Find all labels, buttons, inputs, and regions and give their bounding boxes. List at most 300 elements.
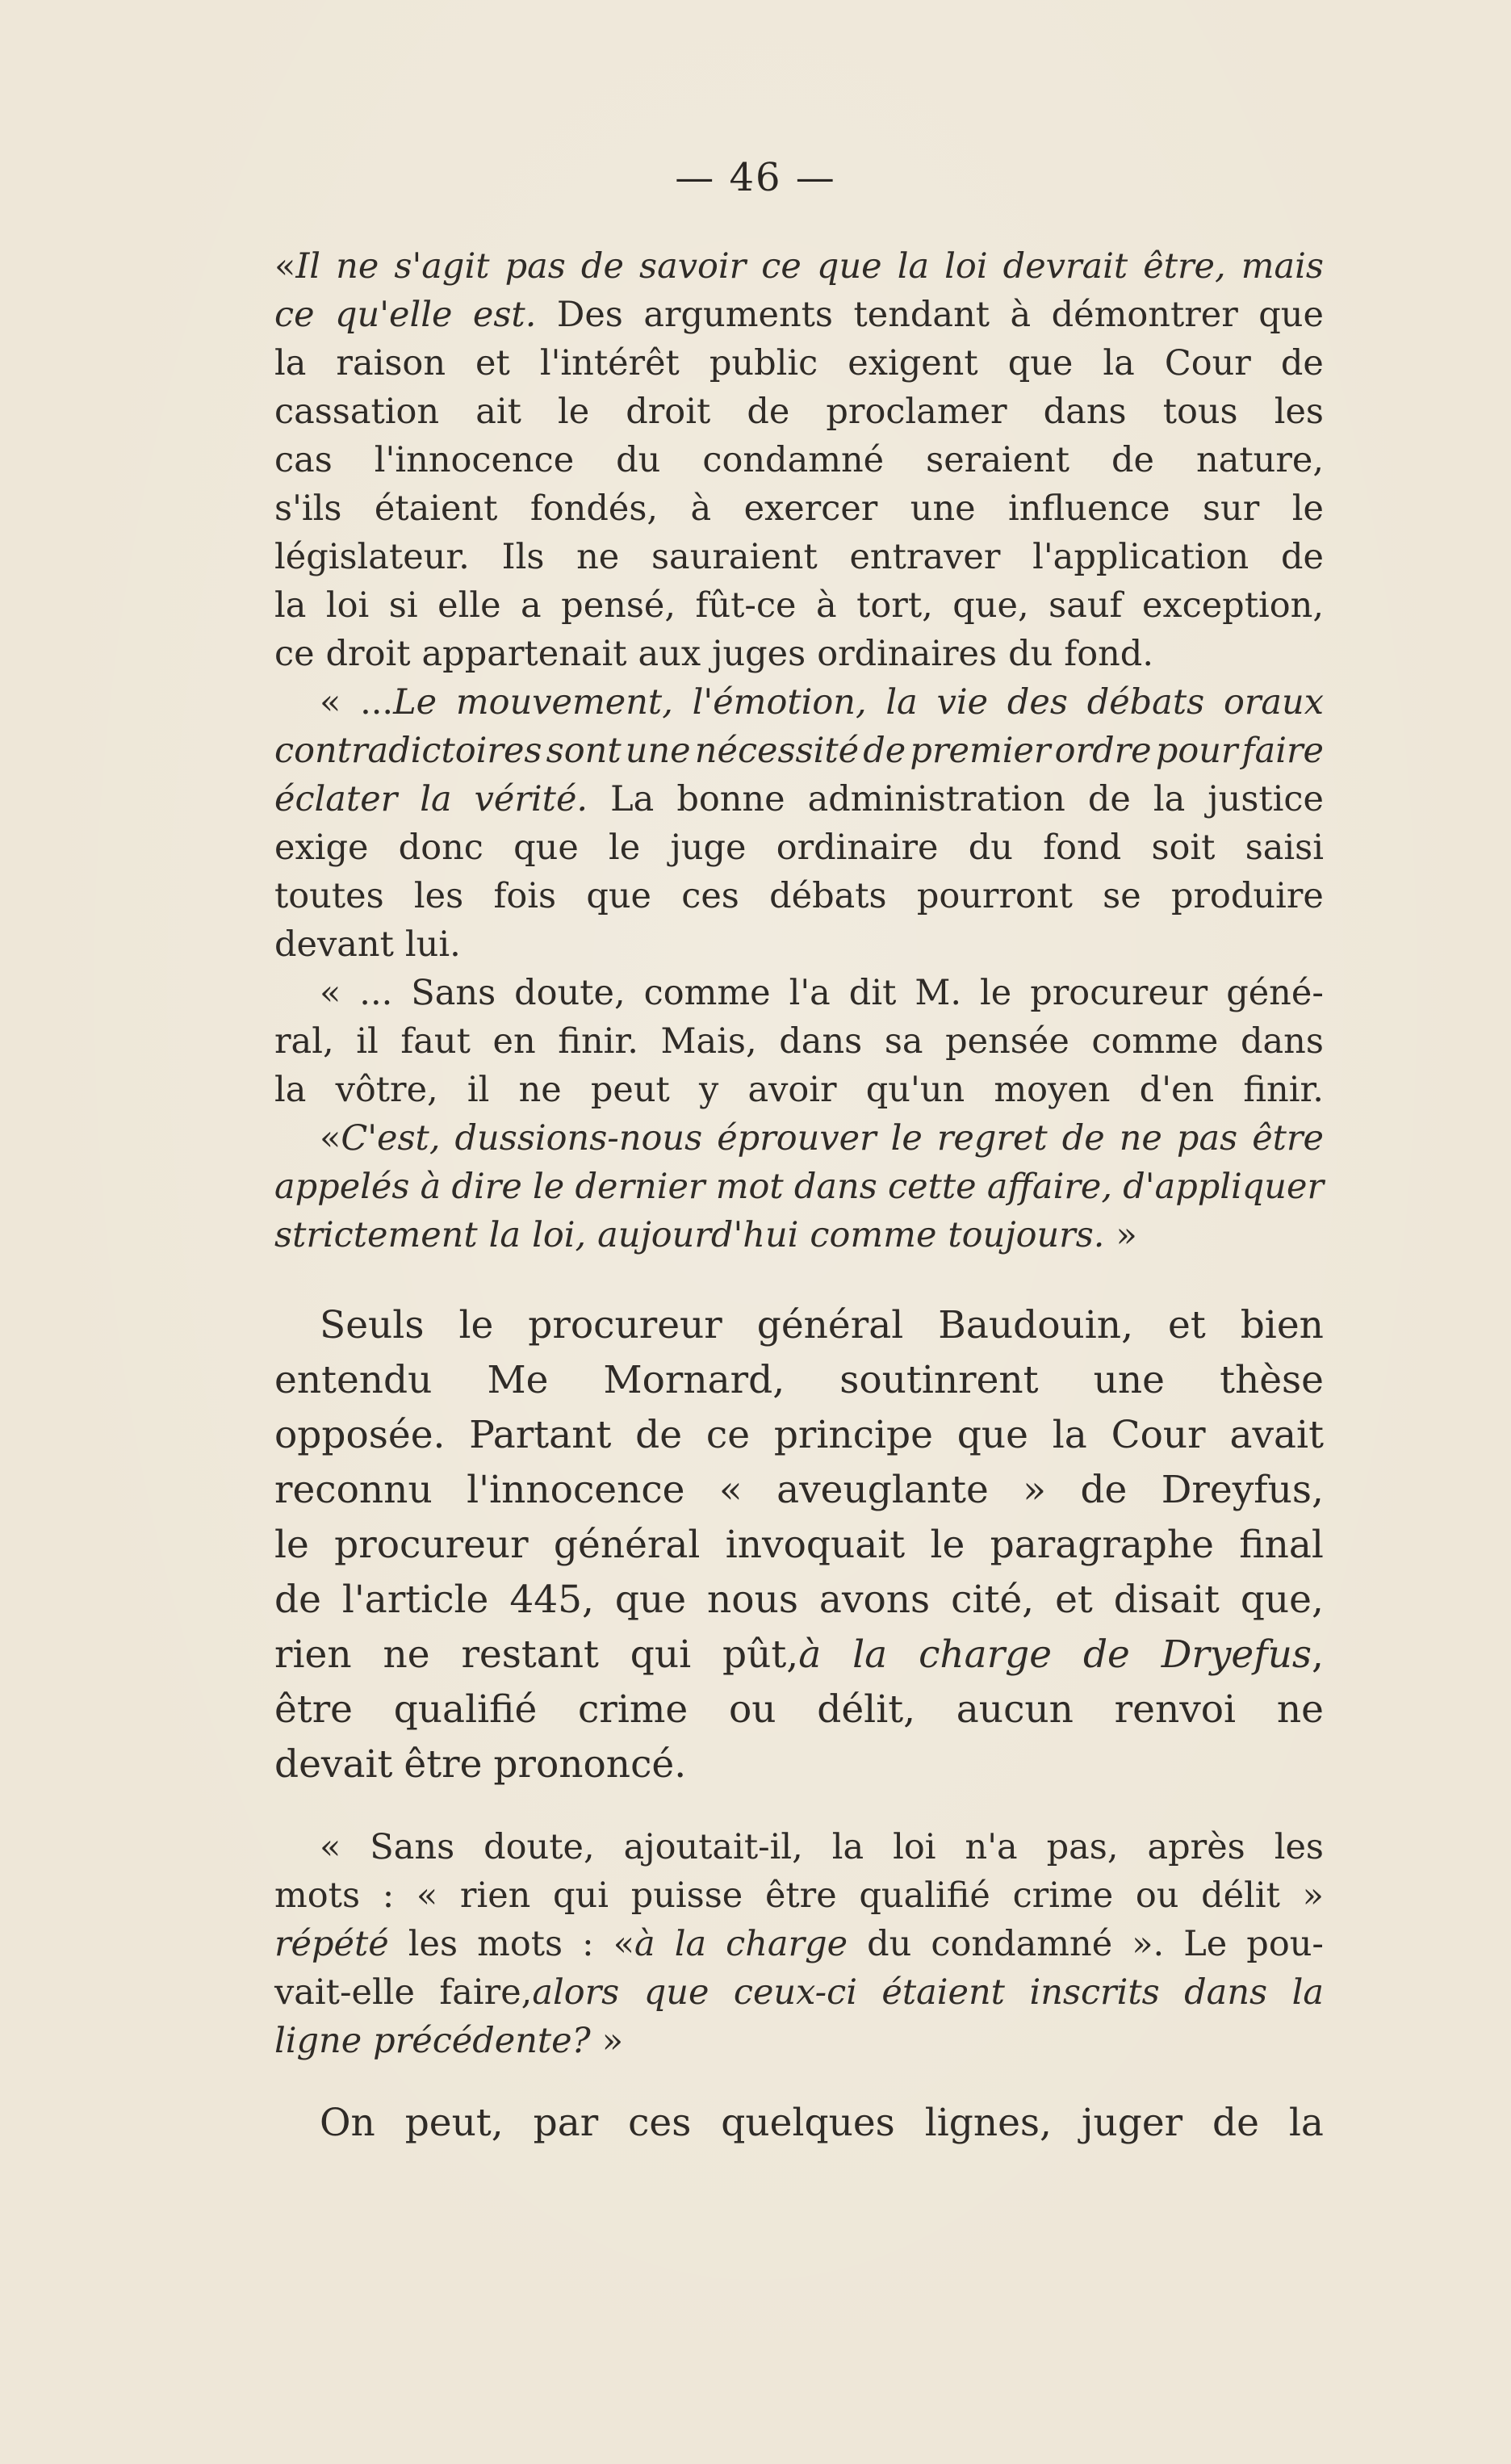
word [1241, 1573, 1324, 1628]
roman-text: fondés, [529, 488, 659, 529]
word [320, 969, 341, 1017]
roman-text: produire [1170, 876, 1324, 916]
word [817, 242, 882, 291]
roman-text: La [610, 779, 655, 819]
italic-text: devrait [1002, 246, 1128, 287]
word [394, 1682, 538, 1737]
word [613, 1920, 655, 1968]
italic-text: charge [919, 1632, 1053, 1677]
word [789, 969, 831, 1017]
roman-text: dans [779, 1021, 863, 1062]
italic-text: dans [793, 1167, 877, 1207]
roman-text: rien [274, 1632, 352, 1677]
word [383, 1871, 395, 1920]
word [856, 581, 933, 630]
roman-text: ral, [274, 1021, 334, 1062]
italic-text: mouvement, [455, 682, 673, 723]
word [693, 678, 867, 727]
italic-text: savoir [639, 246, 747, 287]
roman-text: puisse [630, 1875, 743, 1916]
italic-text: Le [393, 682, 437, 723]
word [591, 1066, 670, 1114]
text-line [274, 727, 1324, 775]
roman-text: de [1280, 343, 1324, 383]
word [747, 388, 789, 436]
roman-text: Le [1183, 1924, 1228, 1964]
roman-text: de [1280, 537, 1324, 577]
italic-text: loi [944, 246, 988, 287]
roman-text: et [1055, 1578, 1093, 1622]
word [489, 1211, 521, 1259]
word [1277, 1682, 1324, 1737]
roman-text: Des [556, 295, 623, 335]
word [1111, 436, 1154, 484]
word [726, 1920, 848, 1968]
roman-text: tous [1162, 392, 1238, 432]
word [274, 2017, 362, 2065]
word [554, 1518, 701, 1573]
word [1029, 1968, 1159, 2017]
roman-text: Partant [469, 1413, 612, 1457]
roman-text: qualifié [393, 1687, 538, 1732]
word [734, 1968, 857, 2017]
roman-text: , [1312, 1632, 1324, 1677]
roman-text: comme [643, 973, 771, 1013]
italic-text: être, [1143, 246, 1226, 287]
word [452, 1163, 522, 1211]
word [1062, 1114, 1105, 1163]
roman-text: final [1239, 1523, 1324, 1567]
word [1103, 872, 1141, 920]
roman-text: la [1153, 779, 1186, 819]
roman-text: avoir [747, 1070, 837, 1110]
word [1120, 1114, 1162, 1163]
word [274, 242, 320, 291]
word [1151, 823, 1215, 872]
roman-text: ne [576, 537, 620, 577]
roman-text: arguments [643, 295, 834, 335]
roman-text: pensé, [561, 585, 676, 626]
roman-text: le [1291, 488, 1324, 529]
roman-text: du [968, 828, 1013, 868]
word [274, 1408, 445, 1463]
text-line [274, 2017, 1324, 2065]
roman-text: toutes [274, 876, 384, 916]
word [747, 1066, 836, 1114]
word [765, 1871, 837, 1920]
roman-text: délit [1201, 1875, 1280, 1916]
word [274, 823, 368, 872]
word [602, 2017, 623, 2065]
word [937, 678, 989, 727]
text-line [274, 242, 1324, 291]
italic-text: Il [295, 246, 321, 287]
text-line [274, 1871, 1324, 1920]
italic-text: éclater [274, 779, 398, 819]
roman-text: ce [274, 634, 315, 674]
word [661, 1017, 757, 1066]
word [898, 242, 929, 291]
text-line [274, 436, 1324, 484]
word [910, 484, 976, 533]
roman-text: restant [461, 1632, 599, 1677]
roman-text: l'application [1032, 537, 1249, 577]
roman-text: droit [626, 392, 711, 432]
word [1292, 484, 1324, 533]
roman-text: que [1258, 295, 1324, 335]
word [439, 1968, 619, 2017]
roman-text: que, [952, 585, 1029, 626]
roman-text: le [274, 1523, 309, 1567]
roman-text: la [274, 585, 307, 626]
roman-text: finir. [1243, 1070, 1324, 1110]
roman-text: 445, [509, 1578, 594, 1622]
roman-text: il [467, 1070, 490, 1110]
word [404, 1737, 482, 1792]
roman-text: : [382, 1875, 395, 1916]
italic-text: appelés [274, 1167, 410, 1207]
word [794, 1163, 877, 1211]
word [400, 1017, 471, 1066]
roman-text: devait [274, 1742, 393, 1787]
text-line [274, 2096, 1324, 2151]
word [1008, 339, 1074, 388]
word [460, 1871, 530, 1920]
word [691, 484, 712, 533]
word [1115, 1682, 1236, 1737]
word [336, 242, 379, 291]
text-line [274, 1737, 1324, 1792]
word [336, 339, 446, 388]
word [1208, 775, 1324, 823]
paragraph-procureur [274, 1298, 1324, 1792]
roman-text: les [413, 876, 464, 916]
word [1088, 775, 1131, 823]
word [274, 436, 333, 484]
word [320, 1114, 441, 1163]
word [1165, 339, 1251, 388]
roman-text: à [1010, 295, 1032, 335]
roman-text: Ils [501, 537, 545, 577]
roman-text: faut [400, 1021, 471, 1062]
word [1184, 1968, 1267, 2017]
roman-text: Sans [411, 973, 496, 1013]
word [1289, 2096, 1324, 2151]
roman-text: « [416, 1875, 438, 1916]
page-text [274, 242, 1324, 2151]
roman-text: » [1023, 1468, 1047, 1512]
italic-text: la [852, 1632, 888, 1677]
roman-text: doute, [514, 973, 626, 1013]
word [576, 533, 619, 581]
roman-text: vait-elle [274, 1972, 415, 2013]
word [356, 1017, 379, 1066]
italic-text: vie [936, 682, 989, 723]
word [706, 1408, 750, 1463]
word [643, 291, 833, 339]
word [849, 969, 897, 1017]
roman-text: ... [359, 973, 393, 1013]
roman-text: de [1087, 779, 1131, 819]
roman-text: mots [274, 1875, 361, 1916]
word [930, 1518, 965, 1573]
word [274, 1211, 478, 1259]
roman-text: entraver [849, 537, 1001, 577]
word [274, 484, 341, 533]
italic-text: oraux [1223, 682, 1324, 723]
word [808, 775, 1065, 823]
word [610, 775, 654, 823]
word [467, 1066, 490, 1114]
word [1196, 436, 1324, 484]
roman-text: exception, [1141, 585, 1324, 626]
roman-text: la [274, 343, 307, 383]
word [509, 1573, 594, 1628]
word [925, 2096, 1052, 2151]
text-line [274, 1017, 1324, 1066]
word [893, 1823, 935, 1871]
text-line [274, 1573, 1324, 1628]
roman-text: nature, [1196, 440, 1324, 480]
roman-text: ordinaires [817, 634, 998, 674]
roman-text: disait [1113, 1578, 1220, 1622]
roman-text: condamné [931, 1924, 1113, 1964]
italic-text: comme [810, 1215, 937, 1255]
roman-text: qui [553, 1875, 609, 1916]
roman-text: reconnu [274, 1468, 433, 1512]
italic-text: Dryefus [1161, 1632, 1312, 1677]
word [422, 630, 627, 678]
word [826, 388, 1007, 436]
word [1148, 1823, 1245, 1871]
word [676, 775, 785, 823]
word [1258, 291, 1324, 339]
word [931, 1920, 1112, 1968]
roman-text: juges [712, 634, 806, 674]
roman-text: Baudouin, [938, 1303, 1134, 1347]
word [493, 872, 556, 920]
word [867, 1920, 911, 1968]
word [582, 1920, 594, 1968]
word [1087, 678, 1204, 727]
word [557, 291, 623, 339]
word [561, 581, 676, 630]
text-line [274, 1518, 1324, 1573]
roman-text: sauf [1048, 585, 1123, 626]
word [528, 1298, 722, 1353]
word [1048, 581, 1122, 630]
word [816, 581, 837, 630]
roman-text: être [404, 1742, 483, 1787]
italic-text: mot [715, 1167, 784, 1207]
roman-text: paragraphe [990, 1523, 1214, 1567]
word [274, 339, 306, 388]
roman-text: faire, [439, 1972, 533, 2013]
word [1008, 630, 1053, 678]
roman-text: lui. [404, 924, 461, 965]
word [274, 1066, 306, 1114]
word [1023, 1463, 1046, 1518]
word [1140, 1066, 1215, 1114]
word [274, 775, 397, 823]
word [969, 823, 1013, 872]
italic-text: répété [274, 1924, 389, 1964]
word [917, 872, 1073, 920]
roman-text: la [1052, 1413, 1087, 1457]
word [1003, 242, 1128, 291]
roman-text: pensée [945, 1021, 1069, 1062]
roman-text: Mornard, [603, 1358, 785, 1402]
paragraph-spacer [274, 1259, 1324, 1298]
roman-text: être [274, 1687, 353, 1732]
roman-text: Dreyfus, [1161, 1468, 1324, 1512]
word [475, 339, 510, 388]
word [521, 581, 542, 630]
italic-text: inscrits [1029, 1972, 1160, 2013]
word [475, 388, 521, 436]
word [609, 823, 640, 872]
word [1275, 388, 1324, 436]
text-line [274, 678, 1324, 727]
word [274, 1573, 321, 1628]
word [1281, 533, 1324, 581]
word [624, 1823, 803, 1871]
roman-text: « [613, 1924, 634, 1964]
word [1183, 1920, 1227, 1968]
word [863, 727, 906, 775]
roman-text: pourront [916, 876, 1073, 916]
roman-text: d'en [1139, 1070, 1215, 1110]
word [334, 1518, 528, 1573]
word [948, 1211, 1104, 1259]
word [467, 1463, 684, 1518]
roman-text: que [586, 876, 651, 916]
word [461, 1628, 598, 1682]
roman-text: cassation [274, 392, 440, 432]
italic-text: éprouver [717, 1118, 877, 1159]
roman-text: s'ils [274, 488, 342, 529]
roman-text: bonne [676, 779, 785, 819]
italic-text: dernier [575, 1167, 705, 1207]
roman-text: n'a [965, 1827, 1018, 1867]
word [411, 969, 496, 1017]
italic-text: aujourd'hui [597, 1215, 799, 1255]
word [719, 1463, 743, 1518]
roman-text: de [1080, 1468, 1128, 1512]
italic-text: dire [451, 1167, 522, 1207]
italic-text: ne [336, 246, 379, 287]
word [1032, 533, 1249, 581]
word [956, 1682, 1074, 1737]
word [951, 1573, 1034, 1628]
word [326, 581, 369, 630]
roman-text: Sans [370, 1827, 455, 1867]
text-line [274, 920, 1324, 969]
word [866, 1066, 965, 1114]
word [477, 1920, 563, 1968]
word [952, 581, 1028, 630]
word [399, 823, 483, 872]
word [274, 533, 470, 581]
roman-text: devant [274, 924, 394, 965]
word [1168, 1298, 1206, 1353]
roman-text: mots [477, 1924, 563, 1964]
word [1132, 1920, 1164, 1968]
roman-text: peut [590, 1070, 670, 1110]
italic-text: affaire, [986, 1167, 1112, 1207]
roman-text: du [1008, 634, 1053, 674]
word [274, 1518, 309, 1573]
paragraph-spacer [274, 2065, 1324, 2096]
word [274, 1737, 392, 1792]
word [1082, 2096, 1182, 2151]
word [274, 388, 439, 436]
word [716, 1163, 784, 1211]
word [370, 1823, 454, 1871]
word [1162, 1628, 1324, 1682]
italic-text: s'agit [394, 246, 490, 287]
roman-text: » [1302, 1875, 1324, 1916]
word [326, 630, 411, 678]
word [1226, 969, 1324, 1017]
roman-text: qu'un [865, 1070, 965, 1110]
word [1114, 1573, 1220, 1628]
word [420, 775, 451, 823]
roman-text: la [1103, 343, 1135, 383]
roman-text: Mais, [660, 1021, 757, 1062]
word [1136, 1871, 1179, 1920]
italic-text: ce [761, 246, 802, 287]
roman-text: public [709, 343, 818, 383]
word [709, 339, 818, 388]
word [320, 1823, 341, 1871]
roman-text: le [980, 973, 1012, 1013]
roman-text: appartenait [421, 634, 627, 674]
roman-text: tort, [856, 585, 933, 626]
text-line [274, 1211, 1324, 1259]
word [383, 1628, 429, 1682]
roman-text: tendant [853, 295, 990, 335]
word [274, 727, 542, 775]
italic-text: des [1007, 682, 1068, 723]
roman-text: ou [1135, 1875, 1179, 1916]
word [1091, 1017, 1218, 1066]
word [487, 1353, 548, 1408]
roman-text: droit [325, 634, 411, 674]
paragraph-conclusion [274, 2096, 1324, 2151]
roman-text: se [1103, 876, 1141, 916]
italic-text: l'émotion, [692, 682, 867, 723]
roman-text: fût-ce [695, 585, 797, 626]
roman-text: du [867, 1924, 912, 1964]
roman-text: influence [1008, 488, 1170, 529]
roman-text: qualifié [859, 1875, 990, 1916]
word [695, 727, 859, 775]
word [944, 242, 987, 291]
roman-text: entendu [274, 1358, 433, 1402]
word [980, 969, 1011, 1017]
roman-text: débats [769, 876, 887, 916]
roman-text: renvoi [1114, 1687, 1237, 1732]
roman-text: ne [1276, 1687, 1324, 1732]
word [469, 1408, 611, 1463]
word [626, 388, 710, 436]
word [437, 581, 500, 630]
word [558, 1017, 638, 1066]
text-line [274, 1353, 1324, 1408]
roman-text: être [764, 1875, 837, 1916]
roman-text: que, [1240, 1578, 1324, 1622]
